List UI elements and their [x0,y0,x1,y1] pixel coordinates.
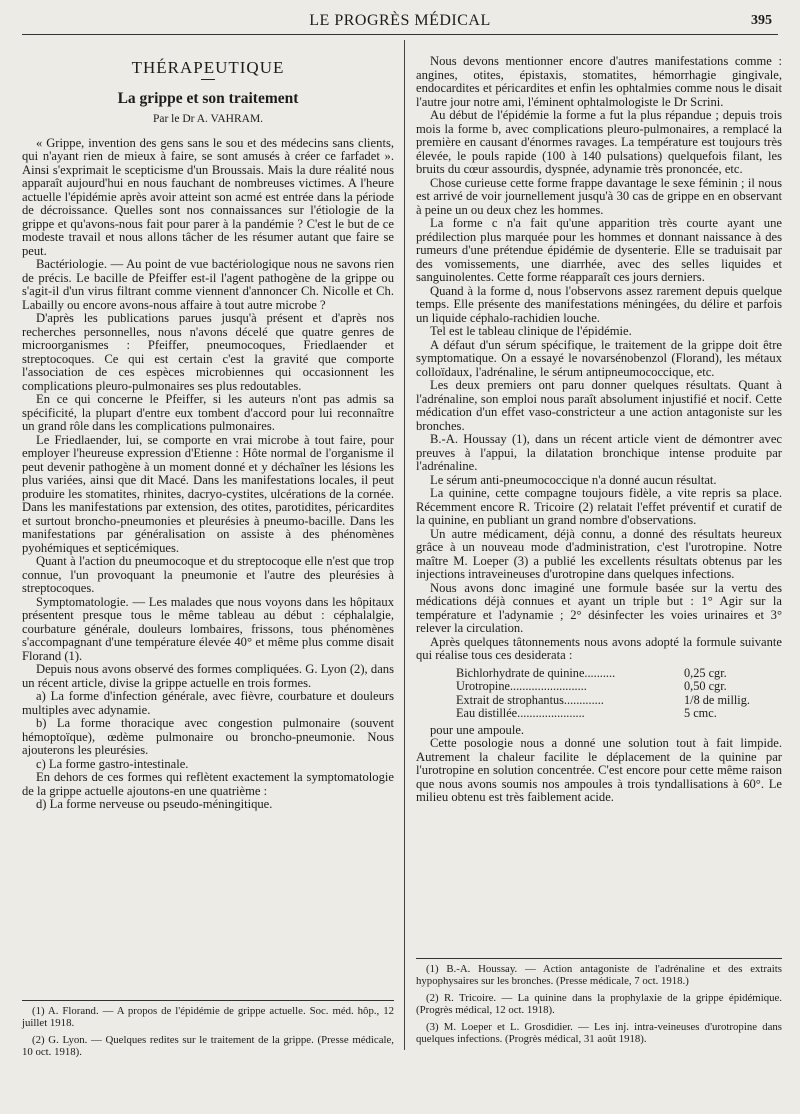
body-paragraph: « Grippe, invention des gens sans le sou et des médecins sans clients, qui n'ayant rien de mieux à faire, se sont amusés à créer ce farfadet ». Ainsi s'exprimait le scepticisme d'un Broussais. Mais la dure réalité nous apparaît aujourd'hui en nous fauchant de nombreuses victimes. A l'heure actuelle l'épidémie après avoir atteint son acmé est entrée dans la période de décroissance. Quelles sont nos connaissances sur l'étiologie de la grippe et qu'avons-nous fait pour parer à la pandémie ? C'est le but de ce modeste travail et nous allons tâcher de les résumer autant que faire se peut. [22,135,394,258]
body-paragraph: En dehors de ces formes qui reflètent exactement la symptomatologie de la grippe actuelle ajoutons-en une quatrième : [22,770,394,798]
body-paragraph: a) La forme d'infection générale, avec fièvre, courbature et douleurs multiples avec adynamie. [22,689,394,717]
ingredient-name: Bichlorhydrate de quinine.......... [456,665,616,680]
footnote-rule [416,958,782,959]
formula-row [456,694,756,708]
body-paragraph: En ce qui concerne le Pfeiffer, si les auteurs n'ont pas admis sa spécificité, la plupart d'entre eux tombent d'accord pour lui reconnaître un grand rôle dans les complications pulmonaires. [22,392,394,433]
body-paragraph: Un autre médicament, déjà connu, a donné des résultats heureux grâce à un nouveau mode d'administration, c'est l'urotropine. Notre maître M. Loeper (3) a publié les excellents résultats obtenus par les injections intraveineuses d'urotropine dans quelques infections. [416,526,782,581]
body-paragraph: b) La forme thoracique avec congestion pulmonaire (souvent hémoptoïque), œdème pulmonaire ou broncho-pneumonie. Nous ajouterons les pleurésies. [22,716,394,757]
body-paragraph: Nous avons donc imaginé une formule basée sur la vertu des médications déjà connues et ayant un triple but : 1° Agir sur la température et l'adynamie ; 2° désinfecter les voies urinaires et 3° relever la circulation. [416,580,782,635]
body-paragraph: La quinine, cette compagne toujours fidèle, a vite repris sa place. Récemment encore R. Tricoire (2) relatait l'effet préventif et curatif de la quinine, en publiant un grand nombre d'observations. [416,486,782,527]
body-paragraph: d) La forme nerveuse ou pseudo-méningitique. [36,797,273,811]
footnote-rule [22,1000,394,1001]
body-paragraph: Au début de l'épidémie la forme a fut la plus répandue ; depuis trois mois la forme b, avec complications pleuro-pulmonaires, a remplacé la première en causant d'énormes ravages. La température est toujours très élevée, le pouls rapide (100 à 140 pulsations) quelquefois filant, les bruits du cœur assourdis, dyspnée, adynamie très prononcée, etc. [416,108,782,176]
body-paragraph: La forme c n'a fait qu'une apparition très courte ayant une prédilection plus marquée pour les hommes et donnant naissance à des rumeurs d'une prétendue épidémie de dysenterie. Elle se traduisait par des vomissements, une diarrhée, avec des selles liquides et sanguinolentes. Cette forme réapparaît ces jours derniers. [416,216,782,284]
article-byline: Par le Dr A. VAHRAM. [152,113,264,125]
formula-row [456,680,756,694]
column-divider [404,40,405,1050]
body-paragraph: Le sérum anti-pneumococcique n'a donné aucun résultat. [430,472,717,487]
body-paragraph: Nous devons mentionner encore d'autres manifestations comme : angines, otites, épistaxis, stomatites, hémorrhagie gingivale, endocardites et péricardites et enfin les ophtalmies comme nous le disait l'autre jour notre ami, l'éminent ophtalmologiste le Dr Scrini. [416,54,782,109]
footnote: (3) M. Loeper et L. Grosdidier. — Les inj. intra-veineuses d'urotropine dans quelques infections. (Progrès médical, 31 août 1918). [416,1021,782,1045]
prescription-formula [456,667,756,721]
body-paragraph: Le Friedlaender, lui, se comporte en vrai microbe à tout faire, pour employer l'heureuse expression d'Etienne : Hôte normal de l'organisme il peut devenir pathogène à un moment donné et y déchaîner les lésions les plus variées, ainsi que dit Macé. Dans les manifestations locales, il peut produire les stomatites, rhinites, dacryo-cystites, ulcérations de la cornée. Dans les manifestations par extension, des otites, parotidites, péricardites et surtout broncho-pneumonies et pleurésies à pneumo-bacille. Dans les manifestations par généralisation on assiste à des phénomènes pyohémiques et septicémiques. [22,432,394,555]
page-number: 395 [751,13,772,28]
body-paragraph: A défaut d'un sérum spécifique, le traitement de la grippe doit être symptomatique. On a essayé le novarsénobenzol (Florand), les métaux colloïdaux, l'adrénaline, le sérum antipneumococcique, etc. [416,337,782,379]
ingredient-dose: 0,25 cgr. [684,665,727,680]
body-paragraph: c) La forme gastro-intestinale. [36,756,189,771]
right-column [416,55,782,805]
right-body-a [416,55,782,663]
footnotes-right [416,958,782,1050]
body-paragraph: Tel est le tableau clinique de l'épidémie. [430,324,632,338]
body-paragraph: Quand à la forme d, nous l'observons assez rarement depuis quelque temps. Elle présente des manifestations méningées, du délire et parfois un liquide céphalo-rachidien louche. [416,283,782,325]
section-heading: THÉRAPEUTIQUE [131,58,285,77]
footnote: (1) A. Florand. — A propos de l'épidémie de grippe actuelle. Soc. méd. hôp., 12 juillet 1918. [22,1005,394,1029]
body-paragraph: Depuis nous avons observé des formes compliquées. G. Lyon (2), dans un récent article, divise la grippe actuelle en trois formes. [22,662,394,690]
footnotes-left [22,1000,394,1063]
ingredient-name: Eau distillée...................... [456,706,585,720]
body-paragraph: Cette posologie nous a donné une solution tout à fait limpide. Autrement la chaleur facilite le déplacement de la quinine par l'urotropine en solution concentrée. C'est encore pour cette même raison que nous avons soumis nos ampoules à trois tyndallisations à 60°. Le milieu obtenu est très faiblement acide. [416,736,782,804]
left-body [22,137,394,812]
ingredient-name: Extrait de strophantus............. [456,692,604,707]
ingredient-dose: 1/8 de millig. [684,692,750,707]
ingredient-name: Urotropine......................... [456,679,587,693]
body-paragraph: Bactériologie. — Au point de vue bactériologique nous ne savons rien de précis. Le bacille de Pfeiffer est-il l'agent pathogène de la grippe ou s'agit-il d'un virus filtrant comme viennent d'annoncer Ch. Nicolle et Ch. Labailly ou encore avons-nous affaire à tout autre microbe ? [22,257,394,312]
footnote: (2) R. Tricoire. — La quinine dans la prophylaxie de la grippe épidémique. (Progrès médical, 12 oct. 1918). [416,992,782,1016]
footnote: (1) B.-A. Houssay. — Action antagoniste de l'adrénaline et des extraits hypophysaires sur les bronches. (Presse médicale, 7 oct. 1918.) [416,963,782,987]
body-paragraph: Quant à l'action du pneumocoque et du streptocoque elle n'est que trop connue, l'un provoquant la pneumonie et l'autre des pleurésies à streptocoques. [22,554,394,595]
body-paragraph: Après quelques tâtonnements nous avons adopté la formule suivante qui réalise tous ces desiderata : [416,634,782,662]
article-title: La grippe et son traitement [117,89,299,107]
body-paragraph: Symptomatologie. — Les malades que nous voyons dans les hôpitaux présentent presque tous le même tableau au début : céphalalgie, courbature générale, douleurs lombaires, frissons, tous phénomènes s'accompagnant d'une température élevée 40° et même plus comme disait Florand (1). [22,594,394,663]
formula-row [456,707,756,721]
body-paragraph: pour une ampoule. [430,722,525,737]
footnote: (2) G. Lyon. — Quelques redites sur le traitement de la grippe. (Presse médicale, 10 oct. 1918). [22,1034,394,1058]
ingredient-dose: 5 cmc. [684,706,717,720]
ingredient-dose: 0,50 cgr. [684,679,727,693]
running-header [22,8,778,35]
heading-rule [201,79,215,80]
body-paragraph: Chose curieuse cette forme frappe davantage le sexe féminin ; il nous est arrivé de voir journellement jusqu'à 30 cas de grippe en en observant à peine un ou deux chez les hommes. [416,175,782,217]
body-paragraph: Les deux premiers ont paru donner quelques résultats. Quant à l'adrénaline, son emploi nous paraît absolument injustifié et nocif. Cette médication d'un effet vaso-constricteur a une action antagoniste sur les bronches. [416,378,782,433]
right-body-b [416,724,782,805]
left-column [22,55,394,812]
formula-row [456,667,756,681]
journal-title: LE PROGRÈS MÉDICAL [309,12,491,29]
body-paragraph: B.-A. Houssay (1), dans un récent article vient de démontrer avec preuves à l'appui, la dilatation bronchique intense produite par l'adrénaline. [416,432,782,473]
body-paragraph: D'après les publications parues jusqu'à présent et d'après nos recherches personnelles, nous n'avons décelé que quatre genres de microorganismes : Pfeiffer, pneumocoques, Friedlaender et streptocoques. Ce qui est certain c'est la gravité que comporte l'association de ces espèces microbiennes qui occasionnent les complications pleuro-pulmonaires ses plus redoutables. [22,311,394,393]
